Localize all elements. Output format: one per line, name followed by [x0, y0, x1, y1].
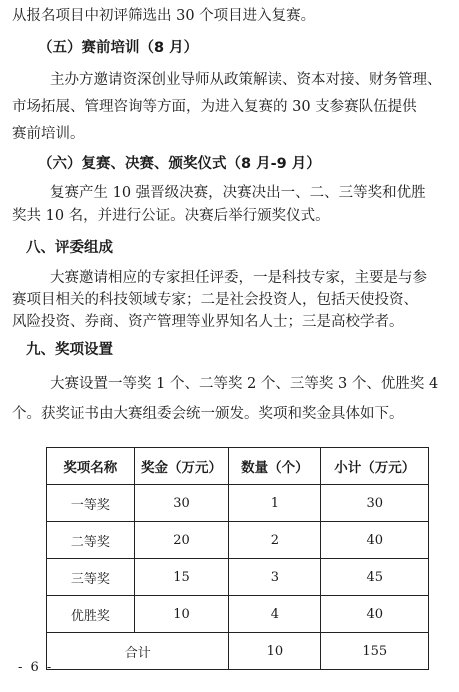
- table-cell: 20: [134, 522, 229, 559]
- table-cell: 1: [229, 485, 321, 522]
- awards-table: [46, 447, 429, 670]
- table-cell: 30: [321, 485, 429, 522]
- table-cell: 45: [321, 559, 429, 596]
- column-header: 奖项名称: [47, 448, 135, 485]
- paragraph-line: 大赛设置一等奖 1 个、二等奖 2 个、三等奖 3 个、优胜奖 4: [50, 376, 439, 392]
- table-cell: 10: [134, 596, 229, 633]
- table-cell: 30: [134, 485, 229, 522]
- table-cell: 2: [229, 522, 321, 559]
- table-row: [47, 522, 429, 559]
- table-header-row: [47, 448, 429, 485]
- table-row: [47, 596, 429, 633]
- table-cell: 40: [321, 522, 429, 559]
- paragraph-line: 从报名项目中初评筛选出 30 个项目进入复赛。: [12, 8, 316, 24]
- section-heading-judges: 八、评委组成: [26, 240, 113, 256]
- total-count-cell: 10: [229, 633, 321, 670]
- table-cell: 4: [229, 596, 321, 633]
- table-cell: 优胜奖: [47, 596, 135, 633]
- paragraph-line: 风险投资、券商、资产管理等业界知名人士；三是高校学者。: [12, 314, 404, 330]
- paragraph-line: 大赛邀请相应的专家担任评委，一是科技专家，主要是与参: [50, 270, 427, 286]
- paragraph-line: 赛项目相关的科技领域专家；二是社会投资人，包括天使投资、: [12, 292, 418, 308]
- paragraph-line: 赛前培训。: [12, 126, 85, 142]
- table-cell: 二等奖: [47, 522, 135, 559]
- section-heading-training: （五）赛前培训（8 月）: [38, 40, 199, 56]
- paragraph-line: 奖共 10 名，并进行公证。决赛后举行颁奖仪式。: [12, 208, 330, 224]
- table-row: [47, 485, 429, 522]
- section-heading-awards: 九、奖项设置: [26, 342, 113, 358]
- table-cell: 3: [229, 559, 321, 596]
- section-heading-finals: （六）复赛、决赛、颁奖仪式（8 月-9 月）: [38, 156, 321, 172]
- table-row: [47, 559, 429, 596]
- column-header: 小计（万元）: [321, 448, 429, 485]
- paragraph-line: 主办方邀请资深创业导师从政策解读、资本对接、财务管理、: [50, 72, 442, 88]
- table-cell: 三等奖: [47, 559, 135, 596]
- page-number: - 6 -: [18, 660, 54, 675]
- total-sum-cell: 155: [321, 633, 429, 670]
- table-cell: 一等奖: [47, 485, 135, 522]
- paragraph-line: 个。获奖证书由大赛组委会统一颁发。奖项和奖金具体如下。: [12, 406, 404, 422]
- paragraph-line: 复赛产生 10 强晋级决赛，决赛决出一、二、三等奖和优胜: [50, 185, 426, 201]
- table-total-row: [47, 633, 429, 670]
- paragraph-line: 市场拓展、管理咨询等方面，为进入复赛的 30 支参赛队伍提供: [12, 99, 417, 115]
- table-cell: 40: [321, 596, 429, 633]
- column-header: 数量（个）: [229, 448, 321, 485]
- total-label-cell: 合计: [47, 633, 229, 670]
- table-cell: 15: [134, 559, 229, 596]
- column-header: 奖金（万元）: [134, 448, 229, 485]
